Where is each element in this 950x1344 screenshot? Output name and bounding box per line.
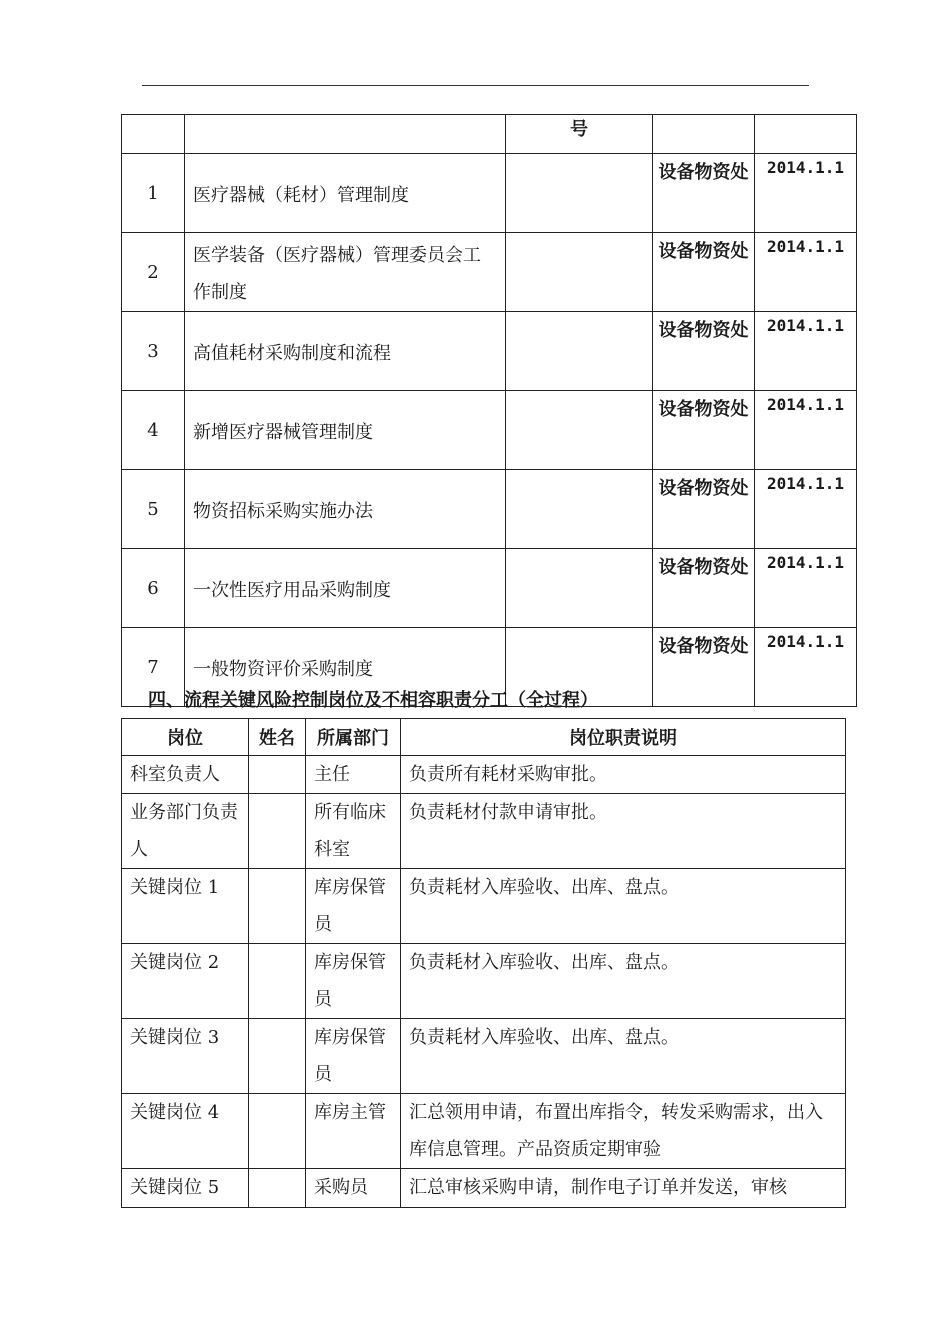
table-row — [122, 549, 857, 628]
empty-cell — [506, 549, 653, 628]
department: 设备物资处 — [653, 470, 755, 549]
name-cell — [249, 869, 306, 944]
dept-cell: 主任 — [306, 756, 401, 794]
regulation-name: 高值耗材采购制度和流程 — [185, 312, 506, 391]
header-cell: 号 — [506, 115, 653, 154]
department: 设备物资处 — [653, 312, 755, 391]
empty-cell — [506, 154, 653, 233]
column-header: 姓名 — [249, 719, 306, 756]
department: 设备物资处 — [653, 233, 755, 312]
regulation-name: 新增医疗器械管理制度 — [185, 391, 506, 470]
name-cell — [249, 1094, 306, 1169]
department: 设备物资处 — [653, 391, 755, 470]
effective-date: 2014.1.1 — [755, 391, 857, 470]
table-row — [122, 1094, 846, 1169]
table-header-continuation — [122, 115, 857, 154]
table-row — [122, 470, 857, 549]
column-header: 岗位职责说明 — [401, 719, 846, 756]
row-number: 3 — [122, 312, 185, 391]
row-number: 1 — [122, 154, 185, 233]
desc-cell: 汇总审核采购申请，制作电子订单并发送，审核 — [401, 1169, 846, 1208]
department: 设备物资处 — [653, 154, 755, 233]
table-row — [122, 1169, 846, 1208]
regulation-name: 一般物资评价采购制度 — [185, 628, 506, 707]
regulation-name: 一次性医疗用品采购制度 — [185, 549, 506, 628]
dept-cell: 库房主管 — [306, 1094, 401, 1169]
header-rule — [142, 85, 809, 86]
effective-date: 2014.1.1 — [755, 233, 857, 312]
post-cell: 关键岗位 5 — [122, 1169, 249, 1208]
table-row — [122, 391, 857, 470]
column-header: 所属部门 — [306, 719, 401, 756]
regulation-name: 物资招标采购实施办法 — [185, 470, 506, 549]
row-number: 2 — [122, 233, 185, 312]
post-cell: 关键岗位 1 — [122, 869, 249, 944]
table-row — [122, 869, 846, 944]
post-cell: 关键岗位 3 — [122, 1019, 249, 1094]
header-cell — [755, 115, 857, 154]
table-row — [122, 756, 846, 794]
regulations-table — [121, 114, 857, 707]
empty-cell — [506, 470, 653, 549]
desc-cell: 负责耗材入库验收、出库、盘点。 — [401, 944, 846, 1019]
row-number: 6 — [122, 549, 185, 628]
dept-cell: 库房保管员 — [306, 944, 401, 1019]
table-row — [122, 944, 846, 1019]
empty-cell — [506, 312, 653, 391]
desc-cell: 汇总领用申请，布置出库指令，转发采购需求，出入库信息管理。产品资质定期审验 — [401, 1094, 846, 1169]
effective-date: 2014.1.1 — [755, 628, 857, 707]
table-row — [122, 233, 857, 312]
post-cell: 科室负责人 — [122, 756, 249, 794]
table-row — [122, 1019, 846, 1094]
table-header — [122, 719, 846, 756]
effective-date: 2014.1.1 — [755, 549, 857, 628]
column-header: 岗位 — [122, 719, 249, 756]
name-cell — [249, 944, 306, 1019]
desc-cell: 负责所有耗材采购审批。 — [401, 756, 846, 794]
row-number: 7 — [122, 628, 185, 707]
table-row — [122, 154, 857, 233]
name-cell — [249, 794, 306, 869]
name-cell — [249, 1019, 306, 1094]
desc-cell: 负责耗材入库验收、出库、盘点。 — [401, 869, 846, 944]
effective-date: 2014.1.1 — [755, 154, 857, 233]
department: 设备物资处 — [653, 549, 755, 628]
regulation-name: 医学装备（医疗器械）管理委员会工作制度 — [185, 233, 506, 312]
table-row — [122, 794, 846, 869]
responsibility-table — [121, 718, 846, 1208]
row-number: 4 — [122, 391, 185, 470]
regulation-name: 医疗器械（耗材）管理制度 — [185, 154, 506, 233]
table-row — [122, 312, 857, 391]
desc-cell: 负责耗材付款申请审批。 — [401, 794, 846, 869]
dept-cell: 所有临床科室 — [306, 794, 401, 869]
dept-cell: 库房保管员 — [306, 869, 401, 944]
post-cell: 关键岗位 2 — [122, 944, 249, 1019]
empty-cell — [506, 233, 653, 312]
dept-cell: 库房保管员 — [306, 1019, 401, 1094]
row-number: 5 — [122, 470, 185, 549]
section-title: 四、流程关键风险控制岗位及不相容职责分工（全过程） — [148, 690, 598, 711]
effective-date: 2014.1.1 — [755, 312, 857, 391]
name-cell — [249, 1169, 306, 1208]
post-cell: 关键岗位 4 — [122, 1094, 249, 1169]
header-cell — [122, 115, 185, 154]
header-cell — [185, 115, 506, 154]
post-cell: 业务部门负责人 — [122, 794, 249, 869]
desc-cell: 负责耗材入库验收、出库、盘点。 — [401, 1019, 846, 1094]
name-cell — [249, 756, 306, 794]
empty-cell — [506, 391, 653, 470]
department: 设备物资处 — [653, 628, 755, 707]
effective-date: 2014.1.1 — [755, 470, 857, 549]
header-cell — [653, 115, 755, 154]
dept-cell: 采购员 — [306, 1169, 401, 1208]
